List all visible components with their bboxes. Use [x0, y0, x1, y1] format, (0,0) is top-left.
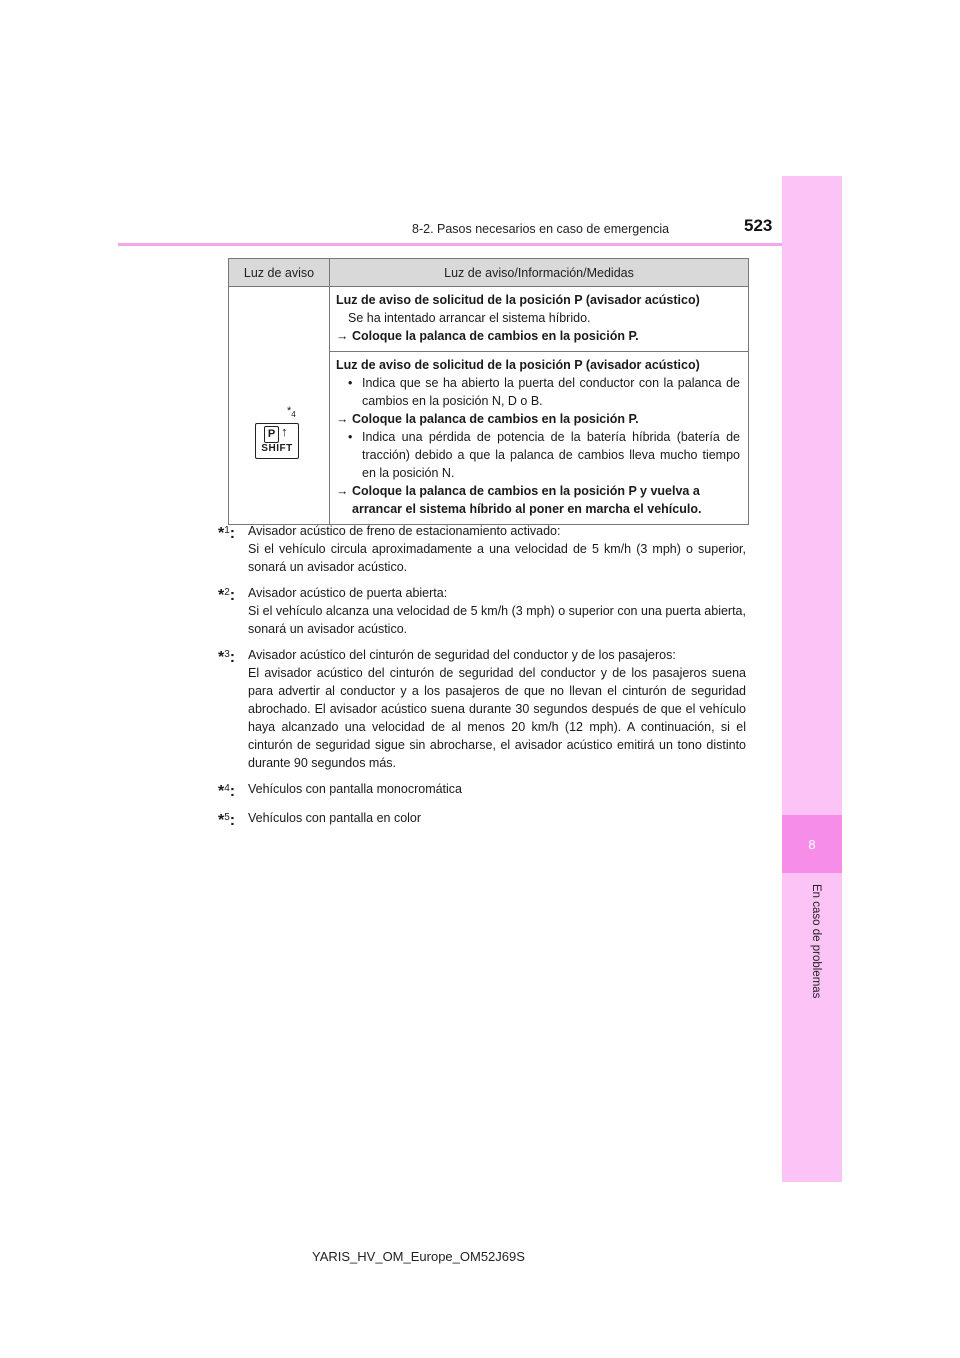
footnote-mark: *$^5$: [218, 812, 236, 829]
footnote-detail: Si el vehículo alcanza una velocidad de 5 km/h (3 mph) o superior con una puerta abierta, sonará un avisador acústico. [248, 604, 746, 636]
document-code: YARIS_HV_OM_Europe_OM52J69S [312, 1249, 525, 1264]
footnote-body [248, 522, 746, 576]
footnote-heading: Avisador acústico de puerta abierta: [248, 586, 448, 600]
page-number: 523 [744, 216, 773, 235]
bullet-icon: • [348, 376, 353, 390]
footnote-detail: El avisador acústico del cinturón de seguridad del conductor y de los pasajeros suena para advertir al conductor y a los pasajeros de que no llevan el cinturón de seguridad abrochado. El avisador acústico suena durante 30 segundos después de que el vehículo haya alcanzado una velocidad de al menos 20 km/h (12 mph). A continuación, si el cinturón de seguridad sigue sin abrocharse, el avisador acústico emitirá un tono distinto durante 90 segundos más. [248, 666, 746, 770]
chapter-side-tab [782, 176, 842, 1182]
header-divider [118, 243, 842, 246]
row2-bullet2 [336, 428, 740, 482]
footnote-mark: *$^4$: [218, 783, 236, 800]
section-title: 8-2. Pasos necesarios en caso de emergencia [412, 222, 670, 236]
row1-text: Se ha intentado arrancar el sistema híbrido. [348, 311, 591, 325]
row2-action1 [336, 410, 740, 428]
chapter-title: En caso de problemas [810, 884, 822, 999]
arrow-up-icon: ↑ [281, 424, 288, 439]
shift-label: SHIFT [261, 443, 293, 454]
footnote-body [248, 584, 746, 638]
row1-title: Luz de aviso de solicitud de la posición P (avisador acústico) [336, 293, 700, 307]
footnote-body [248, 809, 421, 830]
p-letter: P [264, 426, 279, 443]
row2-action2-text: Coloque la palanca de cambios en la posición P y vuelva a arrancar el sistema híbrido al poner en marcha el vehículo. [352, 484, 702, 516]
column-header-light: Luz de aviso [229, 259, 330, 287]
footnotes [218, 522, 746, 838]
row2-bullet1-text: Indica que se ha abierto la puerta del conductor con la palanca de cambios en la posición N, D o B. [362, 376, 740, 408]
row2-title: Luz de aviso de solicitud de la posición P (avisador acústico) [336, 358, 700, 372]
row2-bullet2-text: Indica una pérdida de potencia de la batería híbrida (batería de tracción) debido a que la palanca de cambios lleva mucho tiempo en la posición N. [362, 430, 740, 480]
footnote-1 [218, 522, 746, 576]
row1-description [330, 287, 749, 352]
footnote-mark: *$^3$: [218, 649, 236, 666]
footnote-detail: Si el vehículo circula aproximadamente a una velocidad de 5 km/h (3 mph) o superior, sonará un avisador acústico. [248, 542, 746, 574]
footnote-heading: Avisador acústico del cinturón de seguridad del conductor y de los pasajeros: [248, 648, 676, 662]
row2-bullet1 [336, 374, 740, 410]
chapter-number-box [782, 815, 842, 873]
row1-action-text: Coloque la palanca de cambios en la posición P. [352, 329, 639, 343]
arrow-right-icon: → [336, 484, 349, 498]
table-row [229, 287, 749, 352]
footnote-4 [218, 780, 746, 801]
footnote-mark: *$^2$: [218, 587, 236, 604]
footnote-mark: *$^1$: [218, 525, 236, 542]
footnote-2 [218, 584, 746, 638]
row2-description [330, 352, 749, 525]
chapter-number: 8 [808, 836, 816, 852]
arrow-right-icon: → [336, 329, 349, 343]
footnote-body [248, 646, 746, 772]
footnote-heading: Vehículos con pantalla en color [248, 811, 422, 825]
table-header-row [229, 259, 749, 287]
bullet-icon: • [348, 430, 353, 444]
row2-action2 [336, 482, 740, 518]
icon-cell [229, 287, 330, 525]
column-header-info: Luz de aviso/Información/Medidas [330, 259, 749, 287]
warning-light-table [228, 258, 749, 525]
p-shift-warning-icon [255, 423, 299, 459]
row1-action [336, 327, 740, 345]
icon-footnote-mark: $*_4$ [287, 405, 296, 420]
footnote-3 [218, 646, 746, 772]
footnote-heading: Avisador acústico de freno de estacionamiento activado: [248, 524, 561, 538]
arrow-right-icon: → [336, 412, 349, 426]
footnote-5 [218, 809, 746, 830]
footnote-body [248, 780, 462, 801]
row2-action1-text: Coloque la palanca de cambios en la posición P. [352, 412, 639, 426]
footnote-heading: Vehículos con pantalla monocromática [248, 782, 463, 796]
